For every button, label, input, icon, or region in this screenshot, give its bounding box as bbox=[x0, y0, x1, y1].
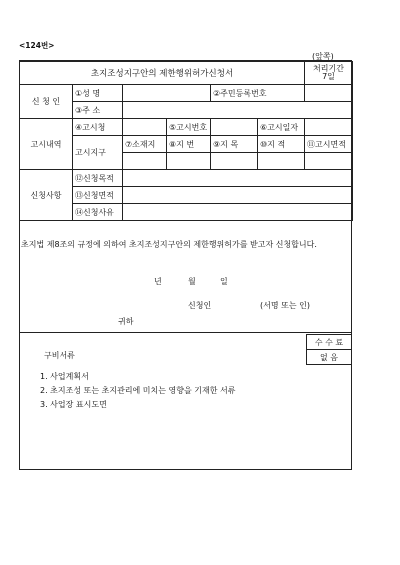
location-field[interactable] bbox=[123, 153, 167, 170]
name-field[interactable] bbox=[123, 85, 211, 102]
document-item: 1. 사업계획서 bbox=[40, 372, 89, 381]
address-field[interactable] bbox=[123, 102, 353, 119]
form-title: 초지조성지구안의 제한행위허가신청서 bbox=[20, 62, 305, 85]
date-day-label: 일 bbox=[220, 277, 228, 286]
addressee: 귀하 bbox=[118, 317, 134, 326]
agency-field[interactable] bbox=[123, 119, 167, 136]
side-label: (앞쪽) bbox=[312, 52, 334, 61]
documents-label: 구비서류 bbox=[44, 351, 75, 360]
date-month-label: 월 bbox=[188, 277, 196, 286]
area-field[interactable] bbox=[258, 153, 305, 170]
request-area-field[interactable] bbox=[123, 187, 353, 204]
agency-label: ④고시청 bbox=[73, 119, 123, 136]
request-category: 신청사항 bbox=[20, 170, 73, 221]
notice-date-field[interactable] bbox=[305, 119, 353, 136]
reason-field[interactable] bbox=[123, 204, 353, 221]
processing-period-label: 처리기간 bbox=[313, 64, 344, 73]
purpose-field[interactable] bbox=[123, 170, 353, 187]
document-item: 2. 초지조성 또는 초지관리에 미치는 영향을 기재한 서류 bbox=[40, 386, 236, 395]
notice-no-field[interactable] bbox=[211, 119, 258, 136]
applicant-sign-label: 신청인 bbox=[188, 301, 212, 310]
document-item: 3. 사업장 표시도면 bbox=[40, 400, 107, 409]
application-form-table bbox=[19, 61, 353, 221]
fee-label: 수 수 료 bbox=[307, 335, 352, 350]
notice-date-label: ⑥고시일자 bbox=[258, 119, 305, 136]
resident-no-label: ②주민등록번호 bbox=[211, 85, 305, 102]
sign-hint: (서명 또는 인) bbox=[260, 301, 310, 310]
name-label: ①성 명 bbox=[73, 85, 123, 102]
purpose-label: ⑫신청목적 bbox=[73, 170, 123, 187]
fee-box bbox=[306, 334, 352, 365]
fee-value: 없 음 bbox=[307, 350, 352, 365]
reason-label: ⑭신청사유 bbox=[73, 204, 123, 221]
applicant-category: 신 청 인 bbox=[20, 85, 73, 119]
resident-no-field[interactable] bbox=[305, 85, 353, 102]
processing-period-value: 7일 bbox=[322, 72, 335, 81]
district-label: 고시지구 bbox=[73, 136, 123, 170]
notice-area-label: ⑪고시면적 bbox=[305, 136, 353, 153]
statement-text: 초지법 제8조의 규정에 의하여 초지조성지구안의 제한행위허가를 받고자 신청합니다. bbox=[21, 240, 317, 249]
processing-period bbox=[305, 62, 353, 85]
area-label: ⑩지 적 bbox=[258, 136, 305, 153]
date-year-label: 년 bbox=[154, 277, 162, 286]
address-label: ③주 소 bbox=[73, 102, 123, 119]
notice-no-label: ⑤고시번호 bbox=[167, 119, 211, 136]
land-category-label: ⑨지 목 bbox=[211, 136, 258, 153]
notice-category: 고시내역 bbox=[20, 119, 73, 170]
location-label: ⑦소재지 bbox=[123, 136, 167, 153]
form-number: <124번> bbox=[19, 41, 55, 50]
section-divider bbox=[19, 332, 352, 333]
request-area-label: ⑬신청면적 bbox=[73, 187, 123, 204]
documents-list bbox=[40, 370, 235, 412]
lot-no-label: ⑧지 번 bbox=[167, 136, 211, 153]
land-category-field[interactable] bbox=[211, 153, 258, 170]
lot-no-field[interactable] bbox=[167, 153, 211, 170]
notice-area-field[interactable] bbox=[305, 153, 353, 170]
